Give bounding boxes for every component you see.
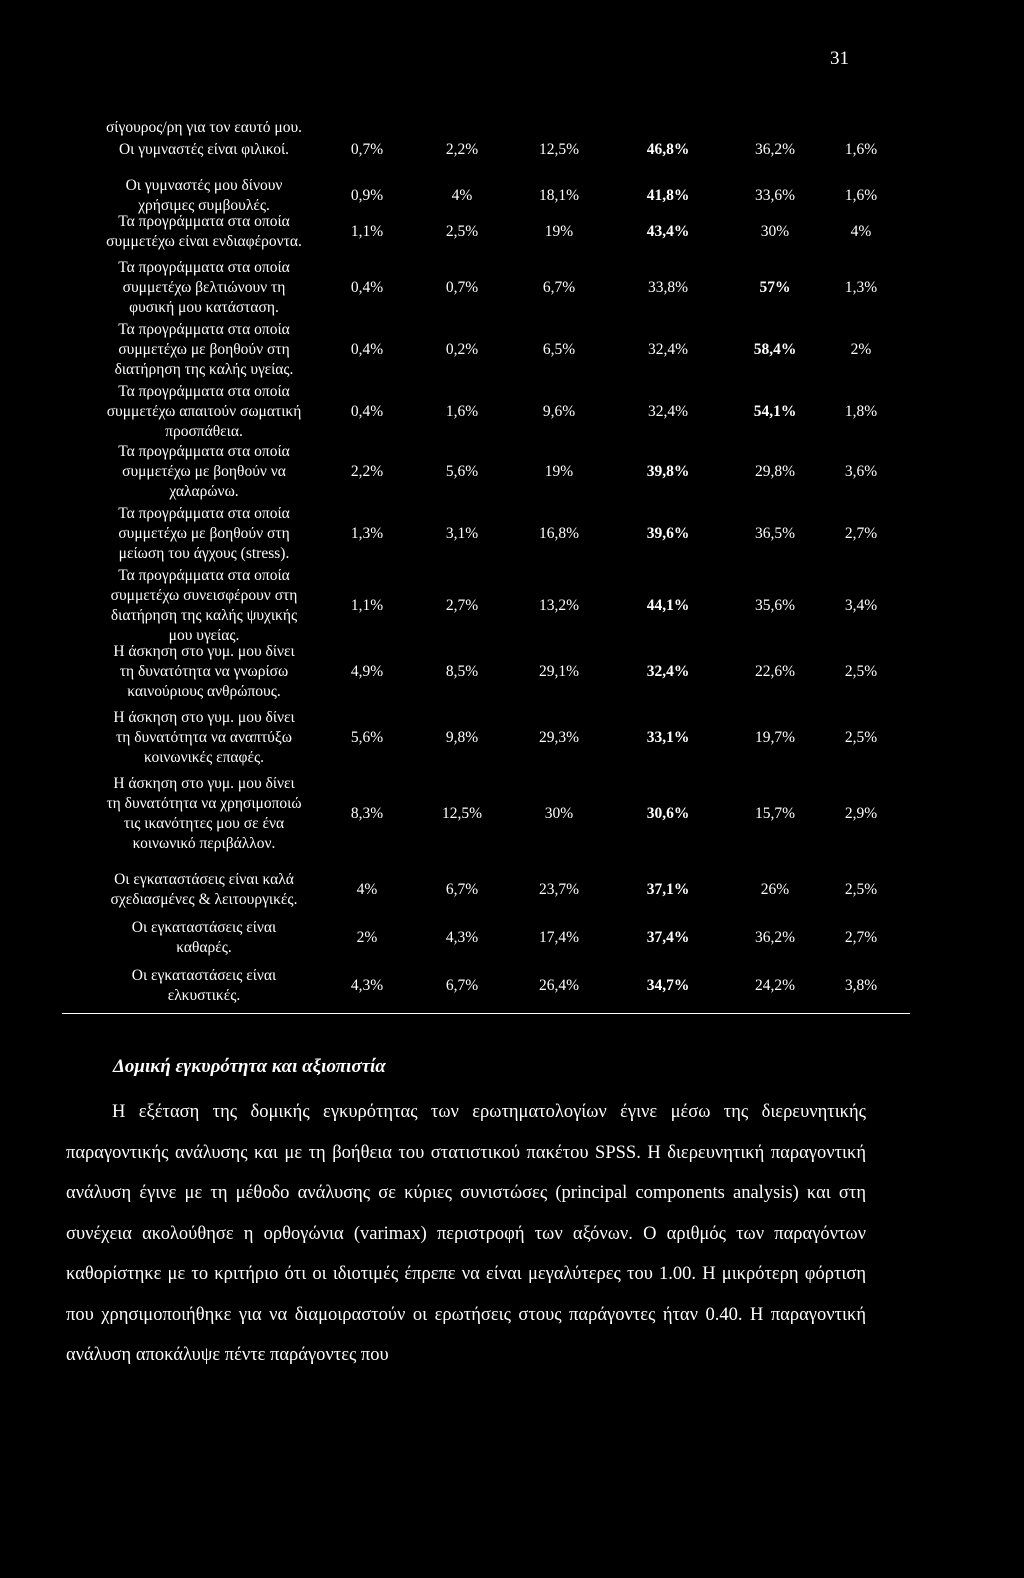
value-cell: 17,4% (538, 929, 580, 946)
value-cell: 5,6% (350, 729, 384, 746)
value-cell: 4% (850, 223, 872, 240)
value-cell: 2,5% (445, 223, 479, 240)
value-cell: 36,5% (754, 525, 796, 542)
row-label: Τα προγράμματα στα οποία συμμετέχω με βοηθούν να χαλαρώνω. (118, 443, 290, 500)
value-cell: 1,1% (350, 597, 384, 614)
row-label: σίγουρος/ρη για τον εαυτό μου. (105, 119, 303, 136)
value-cell: 58,4% (753, 341, 797, 358)
value-cell: 8,5% (445, 663, 479, 680)
value-cell: 30,6% (646, 805, 690, 822)
value-cell: 0,4% (350, 279, 384, 296)
row-label: Τα προγράμματα στα οποία συμμετέχω συνεισφέρουν στη διατήρηση της καλής ψυχικής μου υγείας. (110, 567, 298, 644)
value-cell: 22,6% (754, 663, 796, 680)
value-cell: 36,2% (754, 141, 796, 158)
value-cell: 1,1% (350, 223, 384, 240)
value-cell: 39,6% (646, 525, 690, 542)
value-cell: 0,9% (350, 187, 384, 204)
value-cell: 4% (356, 881, 378, 898)
row-label: Οι γυμναστές μου δίνουν χρήσιμες συμβουλές. (125, 177, 283, 214)
value-cell: 6,5% (542, 341, 576, 358)
page-number: 31 (830, 48, 849, 69)
value-cell: 2,7% (844, 525, 878, 542)
value-cell: 16,8% (538, 525, 580, 542)
value-cell: 0,7% (350, 141, 384, 158)
value-cell: 54,1% (753, 403, 797, 420)
value-cell: 39,8% (646, 463, 690, 480)
value-cell: 41,8% (646, 187, 690, 204)
value-cell: 3,4% (844, 597, 878, 614)
value-cell: 3,6% (844, 463, 878, 480)
value-cell: 30% (760, 223, 790, 240)
value-cell: 1,6% (844, 187, 878, 204)
value-cell: 37,1% (646, 881, 690, 898)
value-cell: 12,5% (538, 141, 580, 158)
value-cell: 2,5% (844, 729, 878, 746)
row-label: Τα προγράμματα στα οποία συμμετέχω με βοηθούν στη διατήρηση της καλής υγείας. (114, 321, 294, 378)
value-cell: 1,3% (350, 525, 384, 542)
value-cell: 6,7% (445, 977, 479, 994)
section-heading: Δομική εγκυρότητα και αξιοπιστία (113, 1056, 386, 1077)
value-cell: 36,2% (754, 929, 796, 946)
value-cell: 9,8% (445, 729, 479, 746)
value-cell: 29,8% (754, 463, 796, 480)
value-cell: 35,6% (754, 597, 796, 614)
row-label: Η άσκηση στο γυμ. μου δίνει τη δυνατότητα να γνωρίσω καινούριους ανθρώπους. (113, 643, 295, 700)
value-cell: 2% (356, 929, 378, 946)
value-cell: 29,1% (538, 663, 580, 680)
value-cell: 32,4% (646, 663, 690, 680)
row-label: Τα προγράμματα στα οποία συμμετέχω απαιτούν σωματική προσπάθεια. (106, 383, 302, 440)
row-label: Οι εγκαταστάσεις είναι καλά σχεδιασμένες & λειτουργικές. (110, 871, 298, 908)
row-label: Οι εγκαταστάσεις είναι καθαρές. (131, 919, 277, 956)
value-cell: 32,4% (647, 403, 689, 420)
value-cell: 13,2% (538, 597, 580, 614)
value-cell: 0,4% (350, 341, 384, 358)
body-paragraph: Η εξέταση της δομικής εγκυρότητας των ερωτηματολογίων έγινε μέσω της διερευνητικής παραγοντικής ανάλυσης και με τη βοήθεια του στατιστικού πακέτου SPSS. Η διερευνητική παραγοντική ανάλυση έγινε με τη μέθοδο ανάλυσης σε κύριες συνιστώσες (principal components analysis) και στη συνέχεια ακολούθησε η ορθογώνια (varimax) περιστροφή των αξόνων. Ο αριθμός των παραγόντων καθορίστηκε με το κριτήριο ότι οι ιδιοτιμές έπρεπε να είναι μεγαλύτερες του 1.00. Η μικρότερη φόρτιση που χρησιμοποιήθηκε για να διαμοιραστούν οι ερωτήσεις στους παράγοντες ήταν 0.40. Η παραγοντική ανάλυση αποκάλυψε πέντε παράγοντες που (66, 1102, 866, 1365)
value-cell: 8,3% (350, 805, 384, 822)
value-cell: 2,2% (350, 463, 384, 480)
value-cell: 4,3% (445, 929, 479, 946)
value-cell: 24,2% (754, 977, 796, 994)
value-cell: 29,3% (538, 729, 580, 746)
value-cell: 12,5% (441, 805, 483, 822)
value-cell: 19% (544, 223, 574, 240)
value-cell: 2,5% (844, 881, 878, 898)
value-cell: 3,1% (445, 525, 479, 542)
value-cell: 2,9% (844, 805, 878, 822)
value-cell: 26,4% (538, 977, 580, 994)
value-cell: 2,7% (445, 597, 479, 614)
value-cell: 32,4% (647, 341, 689, 358)
value-cell: 1,3% (844, 279, 878, 296)
row-label: Η άσκηση στο γυμ. μου δίνει τη δυνατότητα να χρησιμοποιώ τις ικανότητες μου σε ένα κοινωνικό περιβάλλον. (106, 775, 302, 852)
row-label: Τα προγράμματα στα οποία συμμετέχω βελτιώνουν τη φυσική μου κατάσταση. (118, 259, 290, 316)
value-cell: 23,7% (538, 881, 580, 898)
value-cell: 37,4% (646, 929, 690, 946)
row-label: Οι γυμναστές είναι φιλικοί. (118, 141, 290, 158)
value-cell: 2,7% (844, 929, 878, 946)
value-cell: 26% (760, 881, 790, 898)
value-cell: 2,2% (445, 141, 479, 158)
value-cell: 4,3% (350, 977, 384, 994)
value-cell: 57% (759, 279, 791, 296)
value-cell: 0,2% (445, 341, 479, 358)
value-cell: 2,5% (844, 663, 878, 680)
value-cell: 6,7% (542, 279, 576, 296)
value-cell: 0,7% (445, 279, 479, 296)
table-bottom-rule (62, 1013, 910, 1014)
value-cell: 1,6% (844, 141, 878, 158)
value-cell: 0,4% (350, 403, 384, 420)
value-cell: 33,1% (646, 729, 690, 746)
value-cell: 33,6% (754, 187, 796, 204)
row-label: Τα προγράμματα στα οποία συμμετέχω είναι ενδιαφέροντα. (106, 213, 302, 250)
value-cell: 6,7% (445, 881, 479, 898)
value-cell: 30% (544, 805, 574, 822)
value-cell: 46,8% (646, 141, 690, 158)
row-label: Οι εγκαταστάσεις είναι ελκυστικές. (131, 967, 277, 1004)
value-cell: 43,4% (646, 223, 690, 240)
row-label: Η άσκηση στο γυμ. μου δίνει τη δυνατότητα να αναπτύξω κοινωνικές επαφές. (113, 709, 295, 766)
value-cell: 9,6% (542, 403, 576, 420)
value-cell: 5,6% (445, 463, 479, 480)
value-cell: 4,9% (350, 663, 384, 680)
value-cell: 18,1% (538, 187, 580, 204)
value-cell: 33,8% (647, 279, 689, 296)
value-cell: 15,7% (754, 805, 796, 822)
value-cell: 1,8% (844, 403, 878, 420)
value-cell: 19,7% (754, 729, 796, 746)
value-cell: 19% (544, 463, 574, 480)
value-cell: 34,7% (646, 977, 690, 994)
value-cell: 2% (850, 341, 872, 358)
value-cell: 3,8% (844, 977, 878, 994)
row-label: Τα προγράμματα στα οποία συμμετέχω με βοηθούν στη μείωση του άγχους (stress). (118, 505, 290, 562)
value-cell: 44,1% (646, 597, 690, 614)
value-cell: 4% (451, 187, 473, 204)
value-cell: 1,6% (445, 403, 479, 420)
